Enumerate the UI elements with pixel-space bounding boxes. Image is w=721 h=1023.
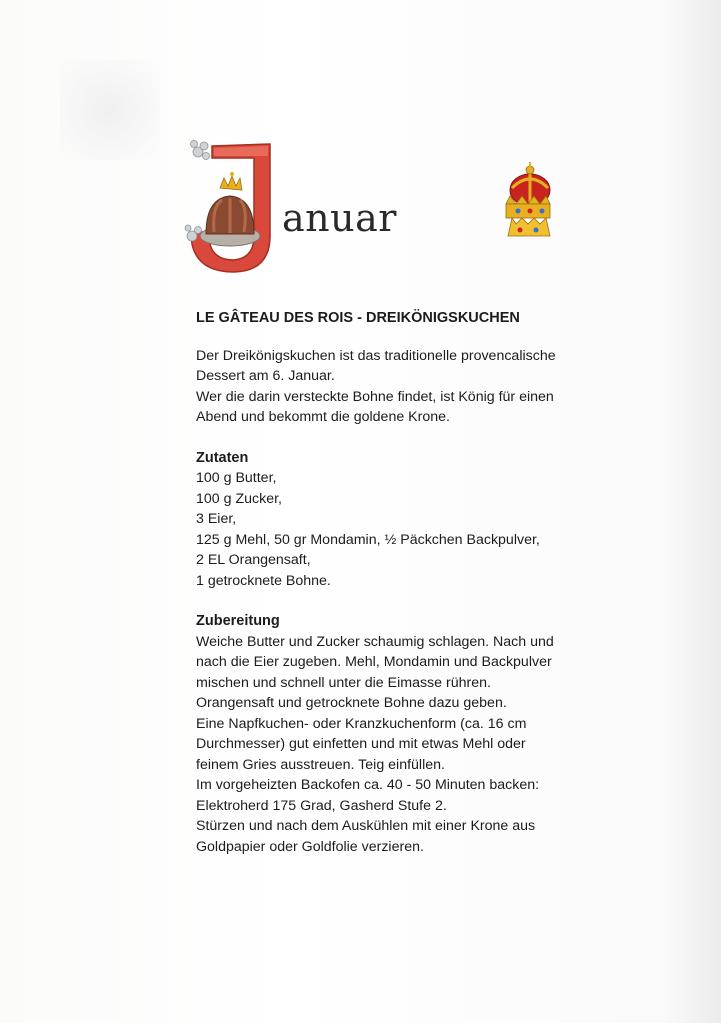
title-text: anuar bbox=[282, 196, 397, 240]
ingredients-section bbox=[196, 448, 616, 592]
ingredient-line: 3 Eier, bbox=[196, 511, 237, 527]
ingredient-line: 2 EL Orangensaft, bbox=[196, 552, 311, 568]
preparation-line: Elektroherd 175 Grad, Gasherd Stufe 2. bbox=[196, 797, 447, 814]
ingredients-title: Zutaten bbox=[196, 449, 249, 466]
preparation-title: Zubereitung bbox=[196, 613, 280, 629]
preparation-line: Im vorgeheizten Backofen ca. 40 - 50 Minuten backen: bbox=[196, 777, 540, 793]
intro-line: Dessert am 6. Januar. bbox=[196, 368, 335, 384]
recipe-content bbox=[196, 308, 616, 857]
intro-paragraph bbox=[196, 346, 616, 428]
preparation-line: Stürzen und nach dem Auskühlen mit einer Krone aus bbox=[196, 818, 536, 834]
preparation-section bbox=[196, 611, 616, 857]
preparation-line: nach die Eier zugeben. Mehl, Mondamin und Backpulver bbox=[196, 654, 552, 670]
preparation-line: Orangensaft und getrocknete Bohne dazu geben. bbox=[196, 695, 507, 711]
preparation-line: mischen und schnell unter die Eimasse rühren. bbox=[196, 674, 491, 691]
preparation-line: Weiche Butter und Zucker schaumig schlagen. Nach und bbox=[196, 633, 554, 650]
crown-icon bbox=[500, 160, 556, 246]
recipe-heading: LE GÂTEAU DES ROIS - DREIKÖNIGSKUCHEN bbox=[196, 310, 520, 326]
intro-line: Wer die darin versteckte Bohne findet, ist König für einen bbox=[196, 388, 554, 405]
preparation-line: Eine Napfkuchen- oder Kranzkuchenform (ca. 16 cm bbox=[196, 715, 527, 732]
decorated-initial-j-icon bbox=[184, 136, 284, 276]
ingredient-line: 1 getrocknete Bohne. bbox=[196, 572, 331, 589]
intro-line: Der Dreikönigskuchen ist das traditionelle provencalische bbox=[196, 347, 556, 364]
preparation-line: feinem Gries ausstreuen. Teig einfüllen. bbox=[196, 756, 445, 773]
preparation-line: Goldpapier oder Goldfolie verzieren. bbox=[196, 838, 424, 855]
ingredient-line: 100 g Zucker, bbox=[196, 490, 282, 507]
bleed-through-smudge bbox=[60, 60, 160, 160]
preparation-line: Durchmesser) gut einfetten und mit etwas Mehl oder bbox=[196, 736, 526, 752]
ingredient-line: 125 g Mehl, 50 gr Mondamin, ½ Päckchen Backpulver, bbox=[196, 531, 540, 548]
intro-line: Abend und bekommt die goldene Krone. bbox=[196, 409, 450, 425]
ingredient-line: 100 g Butter, bbox=[196, 470, 277, 486]
